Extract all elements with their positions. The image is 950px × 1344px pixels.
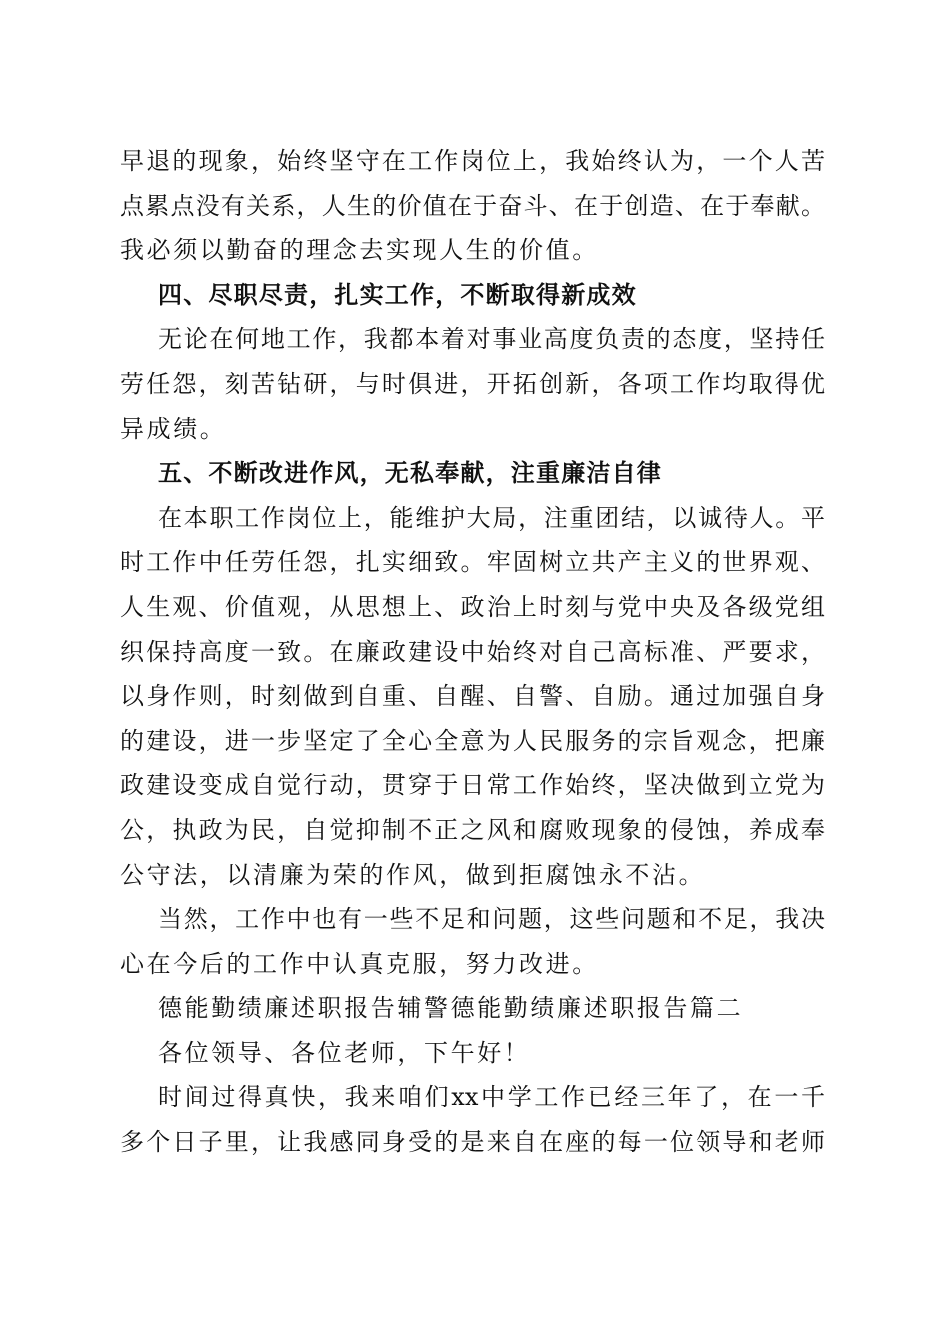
paragraph-line: 政建设变成自觉行动，贯穿于日常工作始终，坚决做到立党为 [120, 771, 825, 800]
section-heading-5: 五、不断改进作风，无私奉献，注重廉洁自律 [158, 459, 662, 488]
paragraph-line: 公守法，以清廉为荣的作风，做到拒腐蚀永不沾。 [120, 860, 706, 889]
paragraph-line: 点累点没有关系，人生的价值在于奋斗、在于创造、在于奉献。 [120, 191, 825, 220]
paragraph-line: 劳任怨，刻苦钻研，与时俱进，开拓创新，各项工作均取得优 [120, 369, 825, 398]
paragraph-line: 我必须以勤奋的理念去实现人生的价值。 [120, 236, 599, 265]
paragraph-line: 在本职工作岗位上，能维护大局，注重团结，以诚待人。平 [158, 503, 825, 532]
paragraph-line: 时工作中任劳任怨，扎实细致。牢固树立共产主义的世界观、 [120, 548, 825, 577]
paragraph-line: 多个日子里，让我感同身受的是来自在座的每一位领导和老师 [120, 1128, 825, 1157]
paragraph-line: 心在今后的工作中认真克服，努力改进。 [120, 949, 599, 978]
paragraph-line: 时间过得真快，我来咱们xx中学工作已经三年了，在一千 [158, 1083, 825, 1112]
paragraph-line: 的建设，进一步坚定了全心全意为人民服务的宗旨观念，把廉 [120, 726, 825, 755]
paragraph-line: 异成绩。 [120, 414, 227, 443]
paragraph-line: 当然，工作中也有一些不足和问题，这些问题和不足，我决 [158, 905, 825, 934]
paragraph-line: 公，执政为民，自觉抑制不正之风和腐败现象的侵蚀，养成奉 [120, 815, 825, 844]
paragraph-line: 人生观、价值观，从思想上、政治上时刻与党中央及各级党组 [120, 592, 825, 621]
paragraph-line: 早退的现象，始终坚守在工作岗位上，我始终认为，一个人苦 [120, 147, 825, 175]
paragraph-line: 织保持高度一致。在廉政建设中始终对自己高标准、严要求， [120, 637, 825, 666]
subtitle-line: 德能勤绩廉述职报告辅警德能勤绩廉述职报告篇二 [158, 994, 744, 1023]
document-body [120, 139, 825, 1165]
section-heading-4: 四、尽职尽责，扎实工作，不断取得新成效 [158, 280, 637, 309]
paragraph-line: 以身作则，时刻做到自重、自醒、自警、自励。通过加强自身 [120, 682, 825, 711]
greeting-line: 各位领导、各位老师，下午好！ [158, 1038, 531, 1067]
paragraph-line: 无论在何地工作，我都本着对事业高度负责的态度，坚持任 [158, 325, 825, 354]
